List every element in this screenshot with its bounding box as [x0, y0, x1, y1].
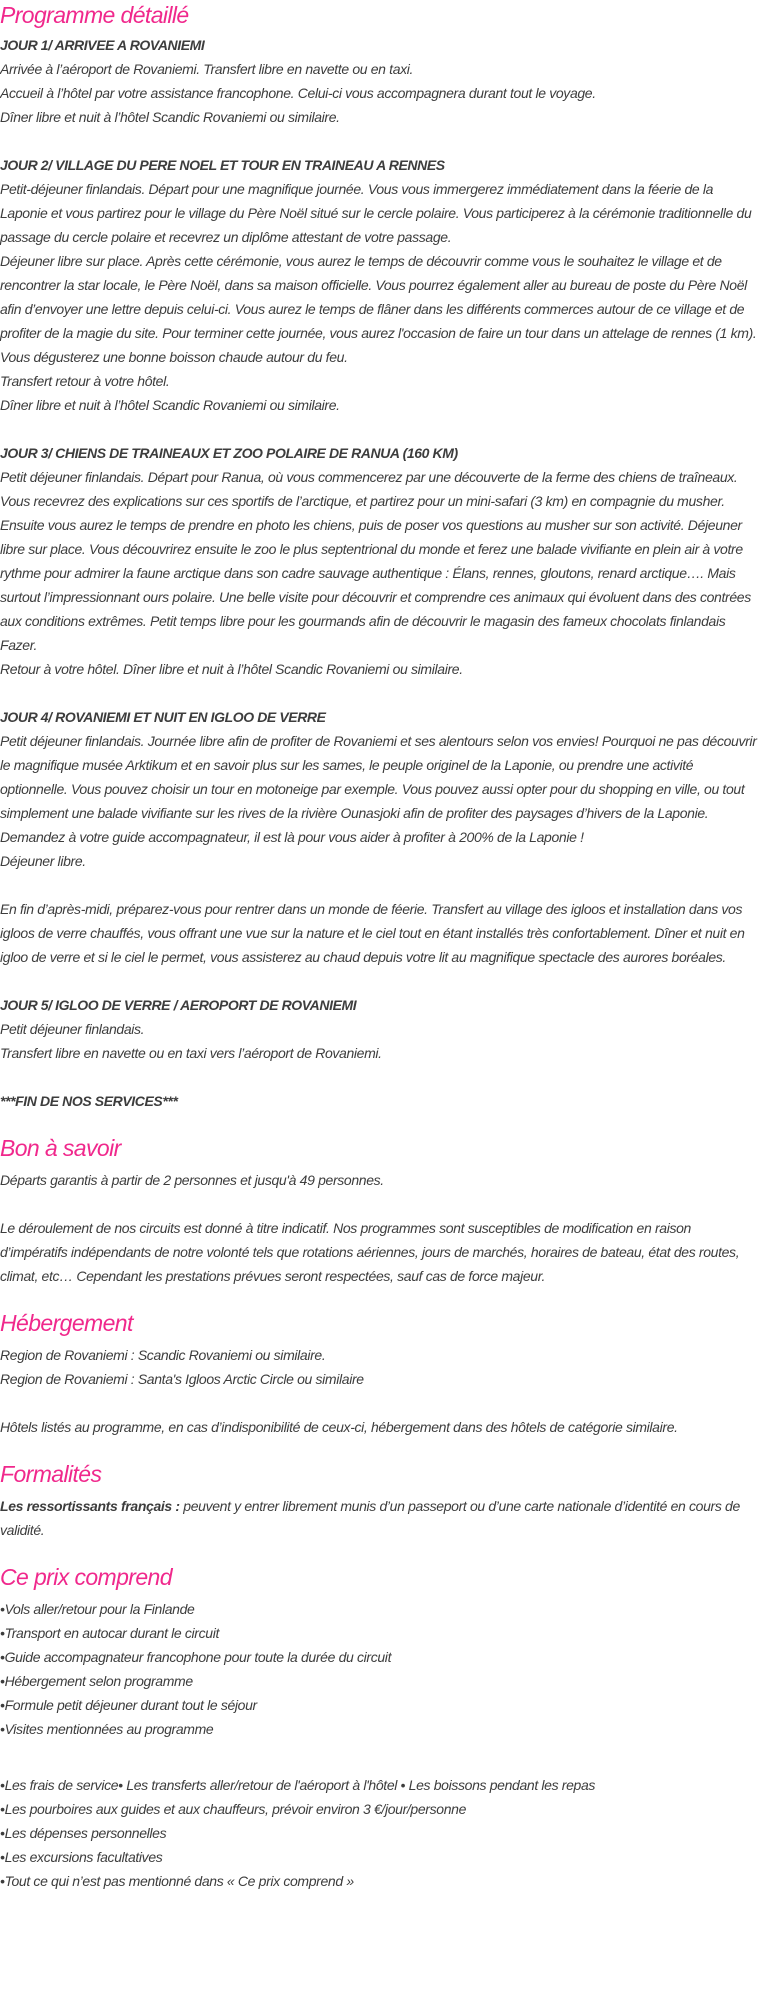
- day-1-text: Dîner libre et nuit à l’hôtel Scandic Rovaniemi ou similaire.: [0, 109, 340, 125]
- day-4-text: Déjeuner libre.: [0, 853, 86, 869]
- programme-heading: Programme détaillé: [0, 2, 189, 28]
- formalities-text: [0, 1494, 758, 1542]
- excluded-item: • Les frais de service• Les transferts aller/retour de l'aéroport à l'hôtel • Les boissons pendant les repas: [0, 1773, 758, 1797]
- day-3-text: Petit déjeuner finlandais. Départ pour Ranua, où vous commencerez par une découverte de la ferme des chiens de traîneaux. Vous recevrez des explications sur ces sportifs de l’arctique, et partirez pour un mini-safari (3 km) en compagnie du musher. Ensuite vous aurez le temps de prendre en photo les chiens, puis de poser vos questions au musher sur son activité. Déjeuner libre sur place. Vous découvrirez ensuite le zoo le plus septentrional du monde et ferez une balade vivifiante en plein air à votre rythme pour admirer la faune arctique dans son cadre sauvage authentique : Élans, rennes, gloutons, renard arctique…. Mais surtout l’impressionnant ours polaire. Une belle visite pour découvrir et comprendre ces animaux qui évoluent dans des contrées aux conditions extrêmes. Petit temps libre pour les gourmands afin de découvrir le magasin des fameux chocolats finlandais Fazer.: [0, 469, 751, 653]
- included-item: • Transport en autocar durant le circuit: [0, 1621, 758, 1645]
- day-5: [0, 993, 758, 1065]
- day-1-title: JOUR 1/ ARRIVEE A ROVANIEMI: [0, 37, 205, 53]
- accommodation-line: Region de Rovaniemi : Santa's Igloos Arctic Circle ou similaire: [0, 1371, 364, 1387]
- day-5-text: Transfert libre en navette ou en taxi vers l’aéroport de Rovaniemi.: [0, 1045, 382, 1061]
- included-item: • Hébergement selon programme: [0, 1669, 758, 1693]
- formalities-label: Les ressortissants français :: [0, 1498, 180, 1514]
- day-3-text: Retour à votre hôtel. Dîner libre et nuit à l’hôtel Scandic Rovaniemi ou similaire.: [0, 661, 463, 677]
- day-3-title: JOUR 3/ CHIENS DE TRAINEAUX ET ZOO POLAIRE DE RANUA (160 KM): [0, 445, 458, 461]
- day-4-text: En fin d’après-midi, préparez-vous pour rentrer dans un monde de féerie. Transfert au village des igloos et installation dans vos igloos de verre chauffés, vous offrant une vue sur la nature et le ciel tout en étant installés très confortablement. Dîner et nuit en igloo de verre et si le ciel le permet, vous assisterez au chaud depuis votre lit au magnifique spectacle des aurores boréales.: [0, 901, 745, 965]
- excluded-list: [0, 1773, 758, 1893]
- accommodation-section: [0, 1308, 758, 1439]
- day-4-text: Petit déjeuner finlandais. Journée libre afin de profiter de Rovaniemi et ses alentours selon vos envies! Pourquoi ne pas découvrir le magnifique musée Arktikum et en savoir plus sur les sames, le peuple originel de la Laponie, ou prendre une activité optionnelle. Vous pouvez choisir un tour en motoneige par exemple. Vous pouvez aussi opter pour du shopping en ville, ou tout simplement une balade vivifiante sur les rives de la rivière Ounasjoki afin de profiter des paysages d’hivers de la Laponie. Demandez à votre guide accompagnateur, il est là pour vous aider à profiter à 200% de la Laponie !: [0, 733, 757, 845]
- excluded-item: • Tout ce qui n’est pas mentionné dans « Ce prix comprend »: [0, 1869, 758, 1893]
- day-4-title: JOUR 4/ ROVANIEMI ET NUIT EN IGLOO DE VERRE: [0, 709, 326, 725]
- day-5-text: Petit déjeuner finlandais.: [0, 1021, 145, 1037]
- end-of-services-note: ***FIN DE NOS SERVICES***: [0, 1093, 178, 1109]
- day-2-text: Déjeuner libre sur place. Après cette cérémonie, vous aurez le temps de découvrir comme vous le souhaitez le village et de rencontrer la star locale, le Père Noël, dans sa maison officielle. Vous pourrez également aller au bureau de poste du Père Noël afin d’envoyer une lettre depuis celui-ci. Vous aurez le temps de flâner dans les différents commerces autour de ce village et de profiter de la magie du site. Pour terminer cette journée, vous aurez l'occasion de faire un tour dans un attelage de rennes (1 km). Vous dégusterez une bonne boisson chaude autour du feu.: [0, 253, 757, 365]
- formalities-section: [0, 1459, 758, 1542]
- good-to-know-section: [0, 1133, 758, 1288]
- day-1-text: Arrivée à l’aéroport de Rovaniemi. Transfert libre en navette ou en taxi.: [0, 61, 414, 77]
- price-includes-section: [0, 1562, 758, 1893]
- day-3: [0, 441, 758, 681]
- day-2-text: Transfert retour à votre hôtel.: [0, 373, 170, 389]
- accommodation-line: Region de Rovaniemi : Scandic Rovaniemi ou similaire.: [0, 1347, 326, 1363]
- price-includes-heading: Ce prix comprend: [0, 1564, 172, 1590]
- excluded-item: • Les dépenses personnelles: [0, 1821, 758, 1845]
- formalities-heading: Formalités: [0, 1461, 102, 1487]
- day-1: [0, 33, 758, 129]
- included-item: • Formule petit déjeuner durant tout le séjour: [0, 1693, 758, 1717]
- accommodation-heading: Hébergement: [0, 1310, 133, 1336]
- excluded-item: • Les excursions facultatives: [0, 1845, 758, 1869]
- included-item: • Guide accompagnateur francophone pour toute la durée du circuit: [0, 1645, 758, 1669]
- departure-guarantee-text: Départs garantis à partir de 2 personnes et jusqu'à 49 personnes.: [0, 1172, 384, 1188]
- day-2-title: JOUR 2/ VILLAGE DU PERE NOEL ET TOUR EN TRAINEAU A RENNES: [0, 157, 445, 173]
- excluded-item: • Les pourboires aux guides et aux chauffeurs, prévoir environ 3 €/jour/personne: [0, 1797, 758, 1821]
- day-4: [0, 705, 758, 969]
- disclaimer-text: Le déroulement de nos circuits est donné à titre indicatif. Nos programmes sont susceptibles de modification en raison d’impératifs indépendants de notre volonté tels que rotations aériennes, jours de marchés, horaires de bateau, état des routes, climat, etc… Cependant les prestations prévues seront respectées, sauf cas de force majeur.: [0, 1220, 740, 1284]
- day-2: [0, 153, 758, 417]
- day-5-title: JOUR 5/ IGLOO DE VERRE / AEROPORT DE ROVANIEMI: [0, 997, 357, 1013]
- included-item: • Vols aller/retour pour la Finlande: [0, 1597, 758, 1621]
- day-1-text: Accueil à l’hôtel par votre assistance francophone. Celui-ci vous accompagnera durant tout le voyage.: [0, 85, 596, 101]
- formalities-body: peuvent y entrer librement munis d’un passeport ou d’une carte nationale d’identité en cours de validité.: [0, 1498, 740, 1538]
- accommodation-note: Hôtels listés au programme, en cas d’indisponibilité de ceux-ci, hébergement dans des hôtels de catégorie similaire.: [0, 1419, 678, 1435]
- included-item: • Visites mentionnées au programme: [0, 1717, 758, 1741]
- day-2-text: Dîner libre et nuit à l’hôtel Scandic Rovaniemi ou similaire.: [0, 397, 340, 413]
- included-list: [0, 1597, 758, 1741]
- good-to-know-heading: Bon à savoir: [0, 1135, 121, 1161]
- day-2-text: Petit-déjeuner finlandais. Départ pour une magnifique journée. Vous vous immergerez immédiatement dans la féerie de la Laponie et vous partirez pour le village du Père Noël situé sur le cercle polaire. Vous participerez à la cérémonie traditionnelle du passage du cercle polaire et recevrez un diplôme attestant de votre passage.: [0, 181, 752, 245]
